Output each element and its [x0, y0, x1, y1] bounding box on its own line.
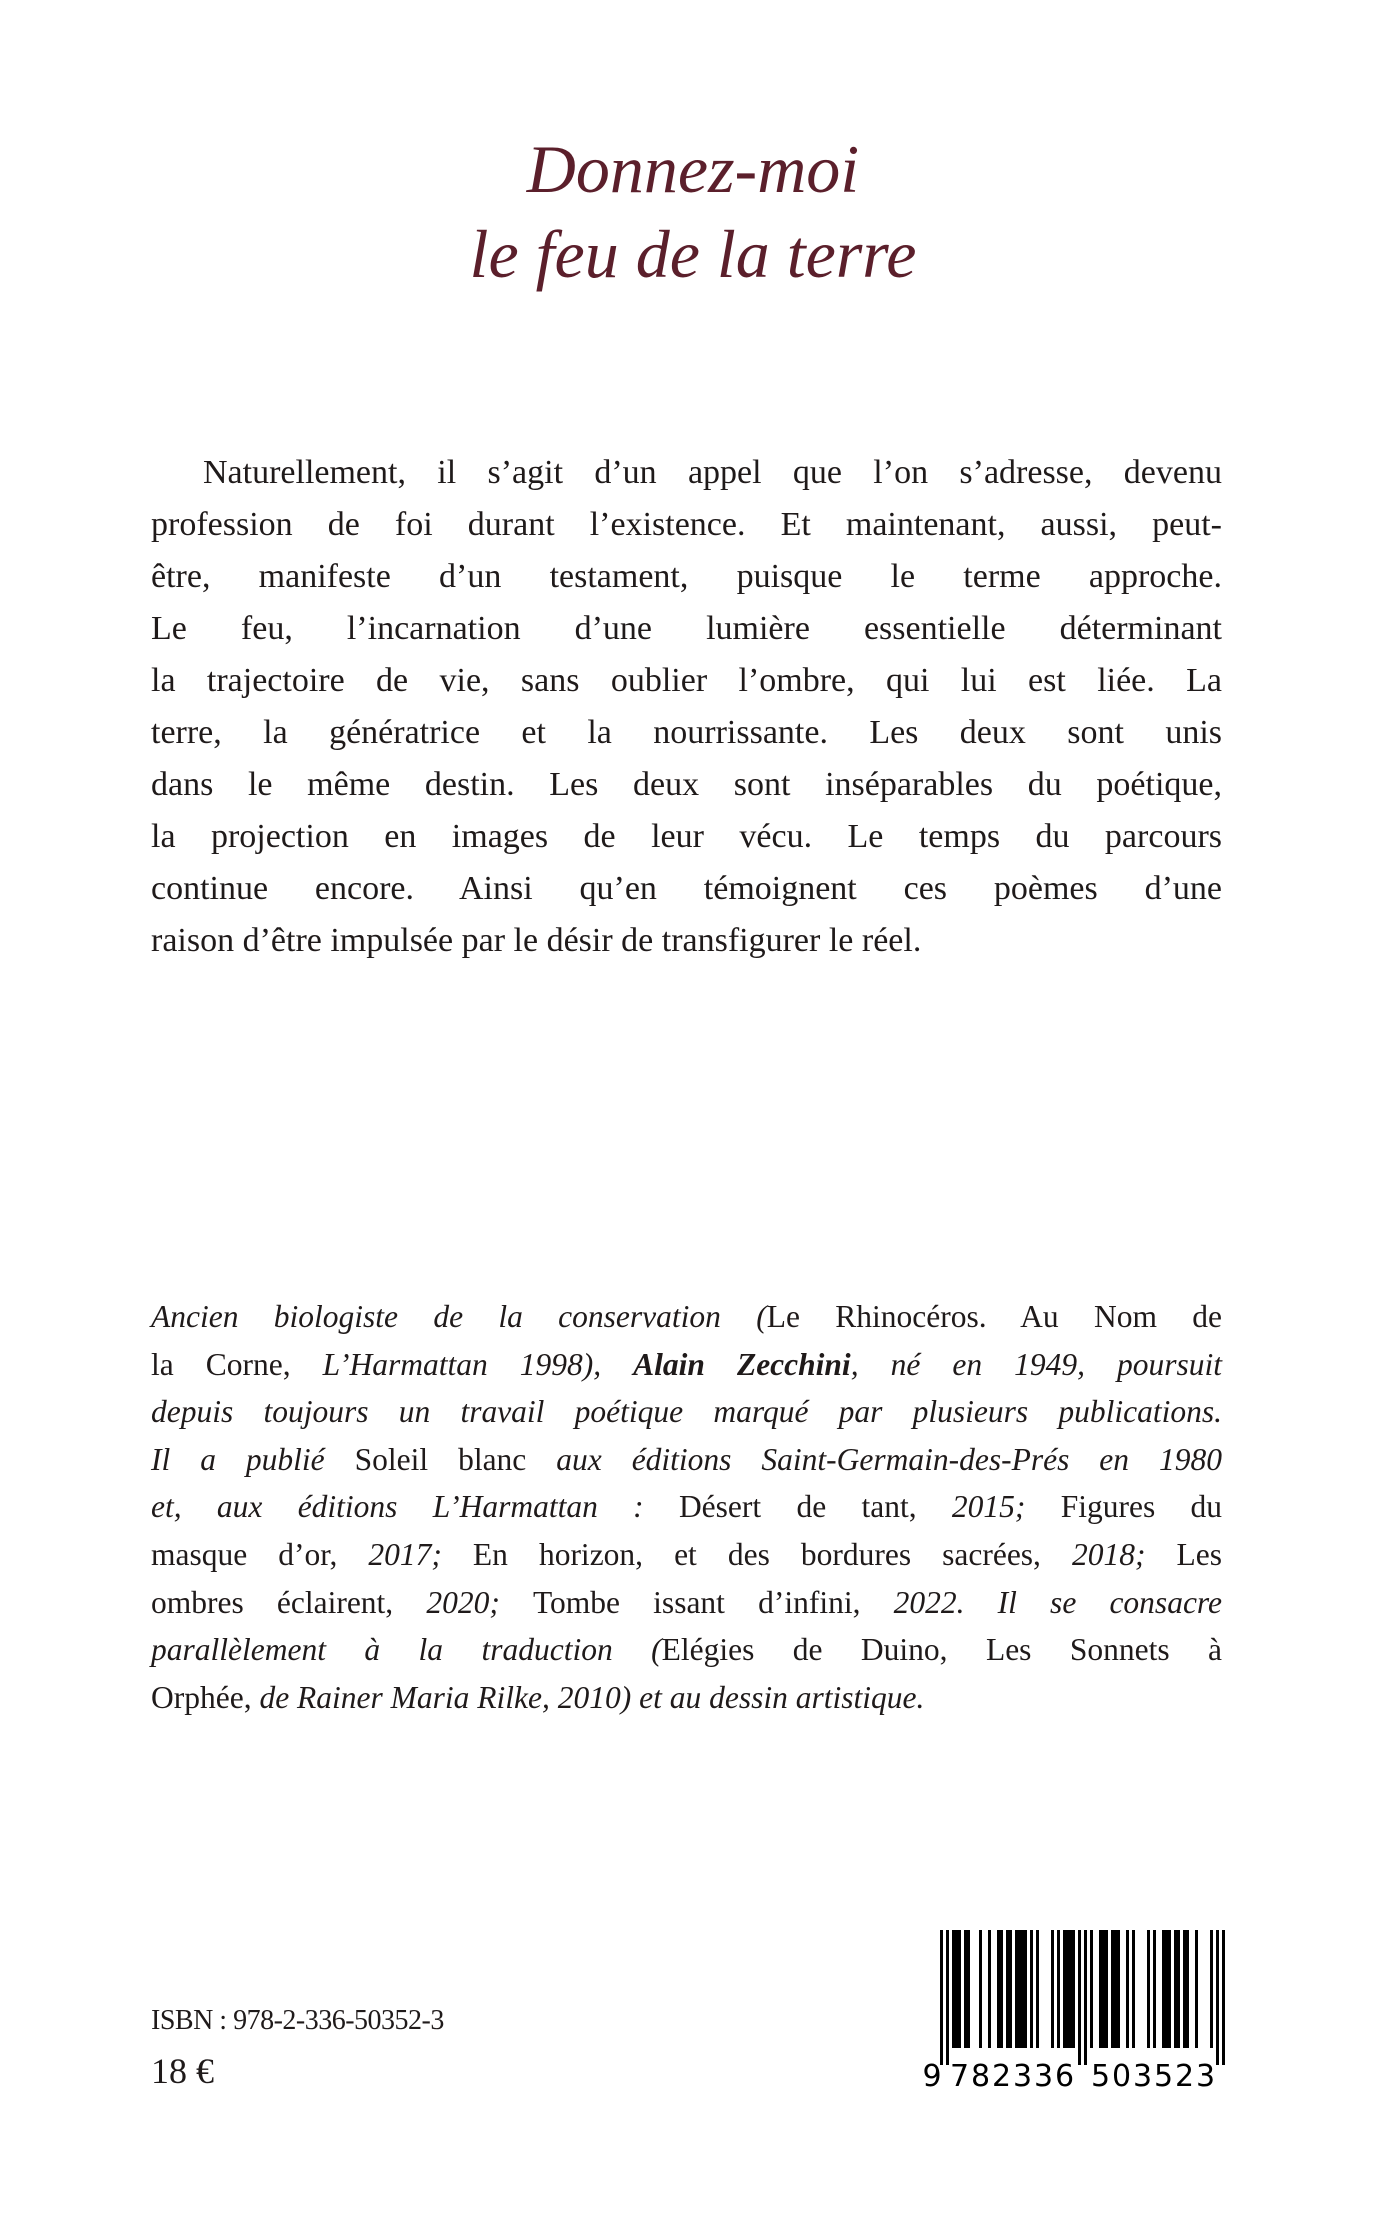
summary-line: terre, la génératrice et la nourrissante. Les deux sont unis	[151, 714, 1222, 751]
bio-segment: ombres éclairent,	[151, 1584, 427, 1620]
barcode-bar	[1090, 1930, 1093, 2048]
bio-segment: Désert de tant,	[678, 1489, 952, 1525]
barcode-bar	[1153, 1930, 1156, 2048]
barcode-digit: 7	[949, 2059, 970, 2094]
summary-line: dans le même destin. Les deux sont inséparables du poétique,	[151, 766, 1222, 803]
barcode-digit: 9	[922, 2059, 942, 2094]
summary-line: profession de foi durant l’existence. Et maintenant, aussi, peut-	[151, 506, 1222, 543]
barcode-bar	[1102, 1930, 1105, 2048]
barcode-digit: 3	[1132, 2059, 1153, 2094]
bio-line	[151, 1293, 1222, 1341]
bio-segment: En horizon, et des bordures sacrées,	[472, 1536, 1072, 1572]
bio-segment: L’Harmattan 1998),	[322, 1346, 634, 1382]
barcode-bar	[1057, 1930, 1060, 2048]
summary-line: être, manifeste d’un testament, puisque le terme approche.	[151, 558, 1222, 595]
barcode-bar	[1009, 1930, 1012, 2048]
barcode-bar	[1066, 1930, 1069, 2048]
barcode-bar	[1186, 1930, 1189, 2048]
summary-line: Naturellement, il s’agit d’un appel que l’on s’adresse, devenu	[203, 454, 1222, 491]
barcode-bar	[988, 1930, 991, 2048]
barcode-bar	[1036, 1930, 1039, 2048]
barcode-digit: 5	[1090, 2059, 1111, 2094]
barcode-bar	[1072, 1930, 1075, 2048]
author-bio	[151, 1293, 1222, 1721]
bio-line	[151, 1341, 1222, 1389]
bio-segment: 2022. Il se consacre	[893, 1584, 1222, 1620]
book-title-line-2: le feu de la terre	[469, 216, 917, 292]
barcode-bar	[958, 1930, 961, 2048]
bio-segment: Soleil blanc	[354, 1441, 557, 1477]
bio-segment: Ancien biologiste de la conservation (	[151, 1299, 767, 1334]
barcode-bar	[1006, 1930, 1009, 2048]
bio-segment: 2020;	[426, 1584, 533, 1620]
barcode-bar	[964, 1930, 967, 2048]
barcode-bar	[940, 1930, 943, 2065]
barcode-bar	[1015, 1930, 1018, 2048]
barcode-bar	[1222, 1930, 1225, 2065]
barcode-bar	[1021, 1930, 1024, 2048]
barcode-digit: 6	[1054, 2059, 1075, 2094]
bio-line	[151, 1579, 1222, 1627]
isbn-text: ISBN : 978-2-336-50352-3	[151, 2005, 444, 2036]
bio-segment: Le Rhinocéros. Au Nom de	[766, 1299, 1223, 1334]
barcode-bar	[1084, 1930, 1087, 2065]
barcode-bar	[1126, 1930, 1129, 2048]
barcode-bar	[1063, 1930, 1066, 2048]
bio-segment: masque d’or,	[151, 1536, 369, 1572]
bio-segment: Elégies de Duino, Les Sonnets à	[661, 1632, 1223, 1668]
barcode-digit: 2	[991, 2059, 1012, 2094]
barcode-digit: 0	[1111, 2059, 1132, 2094]
bio-line	[151, 1626, 1222, 1674]
barcode-bar	[1216, 1930, 1219, 2065]
bio-segment: depuis toujours un travail poétique marqué par plusieurs publications.	[151, 1394, 1222, 1430]
barcode-bar	[1168, 1930, 1171, 2048]
bio-line	[151, 1483, 1222, 1531]
barcode-digit: 3	[1033, 2059, 1054, 2094]
barcode-digit: 8	[970, 2059, 991, 2094]
bio-segment: la Corne,	[151, 1346, 323, 1382]
barcode-bar	[1117, 1930, 1120, 2048]
barcode-bar	[1078, 1930, 1081, 2065]
summary-line: la projection en images de leur vécu. Le temps du parcours	[151, 818, 1222, 855]
bio-segment: de Rainer Maria Rilke, 2010) et au dessin artistique.	[259, 1679, 925, 1715]
price-text: 18 €	[151, 2051, 214, 2091]
barcode-bar	[979, 1930, 982, 2048]
barcode-bar	[1069, 1930, 1072, 2048]
book-title-line-1: Donnez-moi	[526, 131, 860, 207]
barcode-bar	[997, 1930, 1000, 2048]
barcode-bar	[1099, 1930, 1102, 2048]
bio-segment: Orphée,	[151, 1679, 260, 1715]
bio-segment: parallèlement à la traduction (	[151, 1632, 662, 1668]
barcode-bar	[1000, 1930, 1003, 2048]
barcode-digit: 5	[1153, 2059, 1174, 2094]
barcode-bar	[955, 1930, 958, 2048]
author-name: Alain Zecchini	[633, 1346, 851, 1382]
barcode-bar	[1114, 1930, 1117, 2048]
bio-segment: Il a publié	[151, 1441, 355, 1477]
barcode-digit: 3	[1012, 2059, 1033, 2094]
barcode-bar	[1210, 1930, 1213, 2048]
summary-line: la trajectoire de vie, sans oublier l’ombre, qui lui est liée. La	[151, 662, 1222, 699]
barcode-bar	[1177, 1930, 1180, 2048]
bio-line	[151, 1531, 1222, 1579]
barcode-bar	[1174, 1930, 1177, 2048]
bio-segment: 2015;	[951, 1489, 1061, 1525]
barcode-bar	[946, 1930, 949, 2065]
bio-line	[151, 1674, 1222, 1722]
barcode-bar	[1105, 1930, 1108, 2048]
barcode-bar	[1024, 1930, 1027, 2048]
summary-line: continue encore. Ainsi qu’en témoignent ces poèmes d’une	[151, 870, 1222, 907]
barcode-bar	[1183, 1930, 1186, 2048]
summary-line: Le feu, l’incarnation d’une lumière essentielle déterminant	[151, 610, 1222, 647]
bio-segment: aux éditions Saint-Germain-des-Prés en 1980	[556, 1441, 1222, 1477]
barcode-digit: 3	[1195, 2059, 1216, 2094]
barcode-bar	[1132, 1930, 1135, 2048]
ean13-barcode	[922, 1930, 1226, 2100]
bio-segment: 2017;	[368, 1536, 473, 1572]
barcode-bar	[1162, 1930, 1165, 2048]
barcode-bar	[1111, 1930, 1114, 2048]
barcode-bar	[1165, 1930, 1168, 2048]
barcode-bar	[1018, 1930, 1021, 2048]
bio-line	[151, 1388, 1222, 1436]
bio-segment: Figures du	[1060, 1489, 1223, 1525]
barcode-digit: 2	[1174, 2059, 1195, 2094]
bio-segment: 2018;	[1071, 1536, 1177, 1572]
summary-line: raison d’être impulsée par le désir de transfigurer le réel.	[151, 922, 922, 959]
barcode-bar	[1051, 1930, 1054, 2048]
bio-segment: et, aux éditions L’Harmattan :	[151, 1489, 679, 1525]
barcode-bar	[1195, 1930, 1198, 2048]
bio-line	[151, 1436, 1222, 1484]
bio-segment: , né en 1949, poursuit	[850, 1346, 1223, 1382]
summary-paragraph	[151, 447, 1222, 967]
barcode-bar	[1147, 1930, 1150, 2048]
barcode-bar	[952, 1930, 955, 2048]
bio-segment: Tombe issant d’infini,	[533, 1584, 894, 1620]
barcode-bar	[1030, 1930, 1033, 2048]
bio-segment: Les	[1176, 1536, 1222, 1572]
barcode-bar	[967, 1930, 970, 2048]
